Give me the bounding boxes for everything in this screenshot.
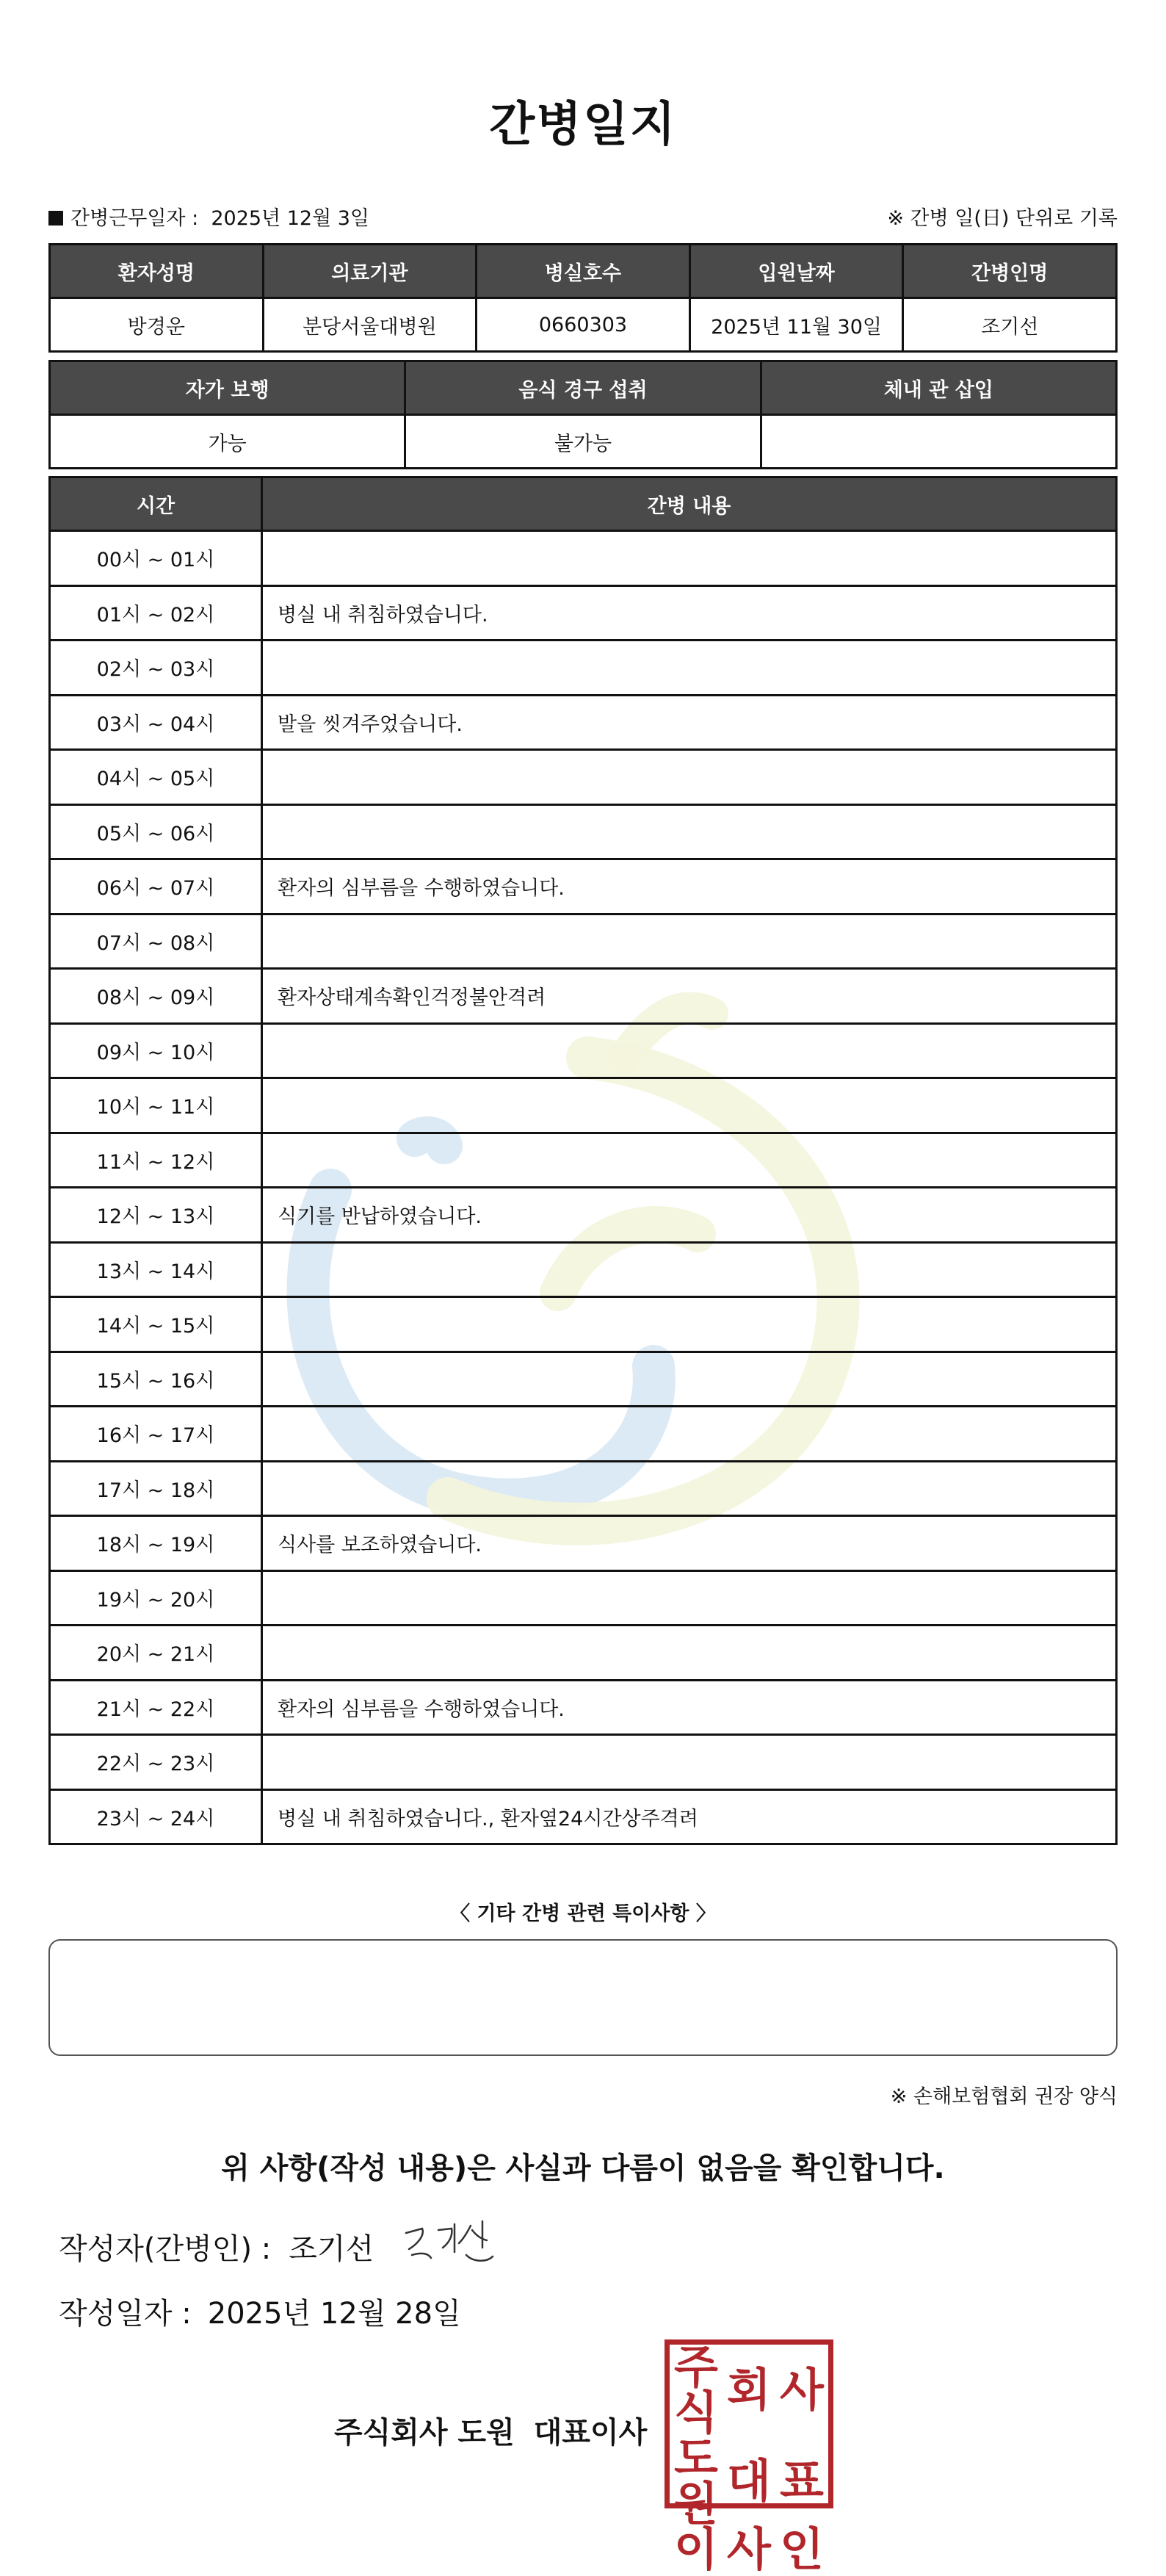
time-slot: 05시 ~ 06시 (50, 804, 262, 859)
self-walking-value: 가능 (50, 415, 405, 469)
time-slot: 09시 ~ 10시 (50, 1023, 262, 1078)
table-row (50, 1680, 1117, 1735)
care-content (262, 1570, 1117, 1626)
time-slot: 02시 ~ 03시 (50, 641, 262, 696)
table-row (50, 1407, 1117, 1462)
header-care-content: 간병 내용 (262, 477, 1117, 531)
table-row (50, 859, 1117, 914)
table-row (50, 1352, 1117, 1407)
time-slot: 03시 ~ 04시 (50, 695, 262, 750)
care-log-table (48, 476, 1118, 1845)
time-slot: 18시 ~ 19시 (50, 1516, 262, 1571)
table-row (50, 1078, 1117, 1133)
work-date (48, 202, 369, 231)
writer-name: 조기선 (289, 2232, 374, 2266)
care-content (262, 1735, 1117, 1790)
tube-insertion-value (761, 415, 1116, 469)
table-row (50, 531, 1117, 586)
patient-name: 방경운 (50, 298, 264, 352)
written-date-line (59, 2290, 461, 2332)
page-title: 간병일지 (489, 98, 677, 152)
care-content: 환자의 심부름을 수행하였습니다. (262, 1680, 1117, 1735)
header-caregiver-name: 간병인명 (903, 245, 1117, 298)
daily-record-note: ※ 간병 일(日) 단위로 기록 (887, 207, 1118, 230)
care-content: 식사를 보조하였습니다. (262, 1516, 1117, 1571)
time-slot: 01시 ~ 02시 (50, 585, 262, 641)
table-row (50, 641, 1117, 696)
care-content (262, 1461, 1117, 1516)
care-content (262, 1023, 1117, 1078)
time-slot: 21시 ~ 22시 (50, 1680, 262, 1735)
care-content (262, 1297, 1117, 1352)
care-content (262, 914, 1117, 969)
time-slot: 14시 ~ 15시 (50, 1297, 262, 1352)
table-row (50, 585, 1117, 641)
time-slot: 20시 ~ 21시 (50, 1626, 262, 1681)
time-slot: 12시 ~ 13시 (50, 1188, 262, 1243)
time-slot: 19시 ~ 20시 (50, 1570, 262, 1626)
writer-line (59, 2226, 374, 2267)
room-number: 0660303 (477, 298, 690, 352)
care-content (262, 1242, 1117, 1297)
table-row (50, 1461, 1117, 1516)
caregiver-name: 조기선 (903, 298, 1117, 352)
care-content: 식기를 반납하였습니다. (262, 1188, 1117, 1243)
care-content: 환자상태계속확인걱정불안격려 (262, 969, 1117, 1024)
square-bullet-icon (48, 211, 63, 226)
notes-title: 〈 기타 간병 관련 특이사항 〉 (450, 1902, 716, 1925)
time-slot: 17시 ~ 18시 (50, 1461, 262, 1516)
care-content: 병실 내 취침하였습니다. (262, 585, 1117, 641)
patient-status-table (48, 360, 1118, 469)
table-row (50, 695, 1117, 750)
care-content (262, 1133, 1117, 1188)
header-admission-date: 입원날짜 (689, 245, 903, 298)
time-slot: 10시 ~ 11시 (50, 1078, 262, 1133)
header-oral-intake: 음식 경구 섭취 (405, 361, 761, 415)
written-date-value: 2025년 12월 28일 (207, 2297, 461, 2331)
time-slot: 00시 ~ 01시 (50, 531, 262, 586)
time-slot: 15시 ~ 16시 (50, 1352, 262, 1407)
time-slot: 07시 ~ 08시 (50, 914, 262, 969)
care-content (262, 750, 1117, 805)
time-slot: 06시 ~ 07시 (50, 859, 262, 914)
admission-date: 2025년 11월 30일 (689, 298, 903, 352)
care-content: 발을 씻겨주었습니다. (262, 695, 1117, 750)
work-date-label: 간병근무일자 : (70, 207, 199, 230)
oral-intake-value: 불가능 (405, 415, 761, 469)
written-date-label: 작성일자 : (59, 2297, 192, 2331)
recommended-form-note: ※ 손해보험협회 권장 양식 (890, 2085, 1118, 2108)
time-slot: 04시 ~ 05시 (50, 750, 262, 805)
table-row (50, 1626, 1117, 1681)
table-row (50, 804, 1117, 859)
time-slot: 13시 ~ 14시 (50, 1242, 262, 1297)
confirmation-statement: 위 사항(작성 내용)은 사실과 다름이 없음을 확인합니다. (221, 2151, 945, 2185)
care-content (262, 804, 1117, 859)
table-row (50, 1789, 1117, 1844)
time-slot: 23시 ~ 24시 (50, 1789, 262, 1844)
work-date-value: 2025년 12월 3일 (211, 207, 370, 230)
table-row (50, 1516, 1117, 1571)
company-name: 주식회사 도원 (334, 2416, 515, 2450)
time-slot: 16시 ~ 17시 (50, 1407, 262, 1462)
hospital: 분당서울대병원 (263, 298, 477, 352)
care-content (262, 641, 1117, 696)
care-content (262, 1626, 1117, 1681)
header-hospital: 의료기관 (263, 245, 477, 298)
time-slot: 08시 ~ 09시 (50, 969, 262, 1024)
table-row (50, 1735, 1117, 1790)
header-room-number: 병실호수 (477, 245, 690, 298)
care-content (262, 531, 1117, 586)
time-slot: 22시 ~ 23시 (50, 1735, 262, 1790)
header-time: 시간 (50, 477, 262, 531)
table-row (50, 1242, 1117, 1297)
table-row (50, 750, 1117, 805)
company-seal-stamp: 주식 회 사 도원 대 표 이 사 인 (665, 2339, 833, 2508)
table-row (50, 914, 1117, 969)
company-line (334, 2409, 647, 2451)
table-row (50, 1188, 1117, 1243)
patient-info-table (48, 243, 1118, 353)
header-self-walking: 자가 보행 (50, 361, 405, 415)
care-content (262, 1352, 1117, 1407)
handwritten-signature (400, 2211, 503, 2270)
table-row (50, 1297, 1117, 1352)
header-tube-insertion: 체내 관 삽입 (761, 361, 1116, 415)
notes-box (48, 1939, 1118, 2056)
care-content: 병실 내 취침하였습니다., 환자옆24시간상주격려 (262, 1789, 1117, 1844)
table-row (50, 1133, 1117, 1188)
table-row (50, 969, 1117, 1024)
time-slot: 11시 ~ 12시 (50, 1133, 262, 1188)
table-row (50, 1570, 1117, 1626)
representative-title: 대표이사 (533, 2416, 648, 2450)
header-patient-name: 환자성명 (50, 245, 264, 298)
care-content: 환자의 심부름을 수행하였습니다. (262, 859, 1117, 914)
table-row (50, 1023, 1117, 1078)
care-content (262, 1407, 1117, 1462)
care-content (262, 1078, 1117, 1133)
writer-label: 작성자(간병인) : (59, 2232, 272, 2266)
